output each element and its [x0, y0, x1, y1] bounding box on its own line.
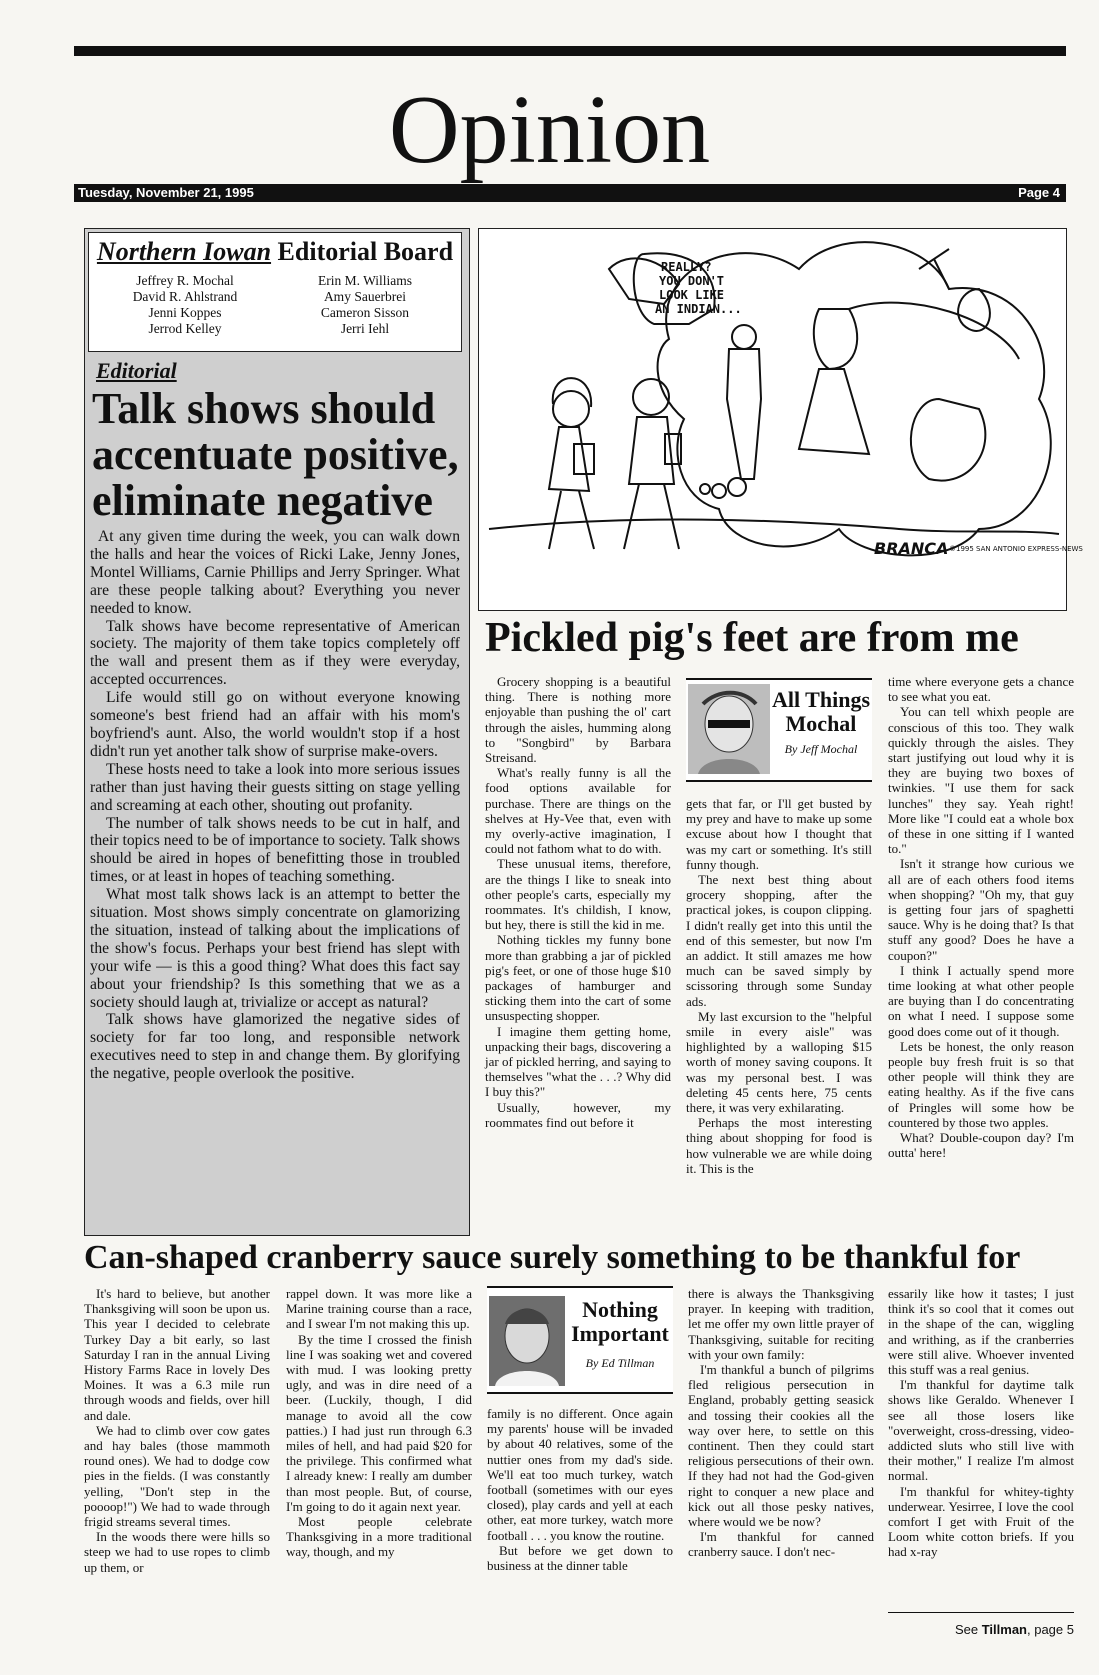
paragraph: Most people celebrate Thanksgiving in a more traditional way, though, and my — [286, 1514, 472, 1560]
paragraph: By the time I crossed the finish line I was soaking wet and covered with mud. I was looking pretty ugly, and was in dire need of a beer. (Luckily, though, I did manage to avoid all the cow patties.) I had just run through 6.3 miles of hell, and had paid $20 for the privilege. This confirmed what I already knew: I really am dumber than most people. But, of course, I'm going to do it again next year. — [286, 1331, 472, 1514]
paragraph: essarily like how it tastes; I just think it's so cool that it comes out in the shape of the can, wiggling and writhing, as if the cranberries were still alive. Whoever invented this stuff was a real genius. — [888, 1286, 1074, 1378]
paragraph: rappel down. It was more like a Marine training course than a race, and I swear I'm not making this up. — [286, 1286, 472, 1332]
paragraph: You can tell whixh people are conscious of this too. They walk quickly through the aisles. They start justifying out loud why it is they are buying two boxes of twinkies. "I use them for sack lunches" they say. Yeah right! More like "I could eat a whole box of these in one sitting if I wanted to." — [888, 704, 1074, 857]
paragraph: The next best thing about grocery shopping, after the practical jokes, is coupon clipping. I didn't really get into this until the end of this semester, but now I'm an addict. It still amazes me how much can be saved simply by scissoring through some Sunday ads. — [686, 872, 872, 1009]
paragraph: What? Double-coupon day? I'm outta' here! — [888, 1130, 1074, 1161]
board-member: Cameron Sisson — [320, 305, 410, 320]
continued-name: Tillman — [981, 1622, 1027, 1637]
paragraph: I think I actually spend more time looking at what other people are buying than I do concentrating on what I need. I suppose some good does come out of it though. — [888, 962, 1074, 1039]
issue-date: Tuesday, November 21, 1995 — [78, 185, 254, 200]
tillman-byline: By Ed Tillman — [585, 1356, 655, 1370]
mochal-headline: Pickled pig's feet are from me — [485, 615, 1019, 661]
paragraph: Grocery shopping is a beautiful thing. There is nothing more enjoyable than pushing the ol' cart through the aisles, humming along to "Songbird" by Barbara Streisand. — [485, 674, 671, 766]
jump-rule — [888, 1612, 1074, 1613]
paragraph: I'm thankful for canned cranberry sauce. I don't nec- — [688, 1529, 874, 1560]
section-title: Opinion — [388, 76, 711, 184]
paragraph: time where everyone gets a chance to see what you eat. — [888, 674, 1074, 705]
paragraph: Usually, however, my roommates find out before it — [485, 1099, 671, 1130]
editorial-cartoon — [478, 228, 1083, 611]
paragraph: What's really funny is all the food options available for purchase. There are things on the shelves at Hy-Vee that, even with my overly-active imagination, I could not fathom what to do with. — [485, 765, 671, 857]
mochal-photo — [688, 684, 770, 774]
tillman-column-box — [487, 1286, 673, 1394]
paragraph: I imagine them getting home, unpacking their bags, discovering a jar of pickled herring, and saying to themselves "what the . . .? Why did I buy this?" — [485, 1023, 671, 1100]
board-member: Jenni Koppes — [148, 305, 222, 320]
paragraph: Talk shows have glamorized the negative sides of society for far too long, and responsible network executives need to step in and change them. By glorifying the negative, people overlook the positive. — [90, 1011, 460, 1083]
board-members-left — [95, 273, 275, 337]
board-members-right — [275, 273, 455, 337]
cartoon-signature: BRANCA — [874, 539, 949, 558]
paragraph: I'm thankful for whitey-tighty underwear. Yesirree, I love the cool comfort I get with Fruit of the Loom white cotton briefs. If you had x-ray — [888, 1483, 1074, 1560]
speech-line: REALLY? — [661, 260, 712, 274]
cartoon-drawing — [479, 229, 1083, 610]
mochal-column-1 — [485, 674, 671, 1130]
board-member: Jeffrey R. Mochal — [136, 273, 234, 288]
speech-line: AN INDIAN... — [655, 302, 742, 316]
paragraph: I'm thankful for daytime talk shows like Geraldo. Whenever I see all those losers like "overweight, cross-dressing, video-addicted sluts who still live with their mother," I realize I'm almost normal. — [888, 1377, 1074, 1484]
board-title-rest: Editorial Board — [271, 237, 454, 266]
paragraph: family is no different. Once again my parents' house will be invaded by about 40 relatives, some of the nuttier ones from my dad's side. We'll eat too much turkey, watch football (sometimes with our eyes closed), play cards and yell at each other, eat more turkey, watch more football . . . you know the routine. — [487, 1406, 673, 1543]
paragraph: gets that far, or I'll get busted by my prey and have to make up some excuse about how I thought that was my cart or something. It's still funny though. — [686, 796, 872, 872]
paragraph: These hosts need to take a look into more serious issues rather than just having their guests sitting on stage yelling and screaming at each other, shouting out profanity. — [90, 760, 460, 814]
cartoon-copyright: ©1995 SAN ANTONIO EXPRESS-NEWS — [949, 545, 1083, 553]
mochal-column-name: All Things Mochal — [771, 687, 871, 736]
top-rule — [74, 46, 1066, 56]
tillman-headline: Can-shaped cranberry sauce surely something to be thankful for — [84, 1239, 1021, 1276]
paragraph: Isn't it strange how curious we all are of each others food items when shopping? "Oh my, that guy is getting four jars of spaghetti sauce. Why is he doing that? Is that stuff any good? Does he have a coupon?" — [888, 856, 1074, 963]
tillman-column-2 — [286, 1286, 472, 1560]
editorial-board-title — [89, 237, 461, 267]
editorial-label: Editorial — [96, 358, 177, 383]
tillman-column-name: Nothing Important — [571, 1297, 669, 1346]
paragraph: Lets be honest, the only reason people buy fresh fruit is so that other people will think they are eating healthy. As if the five cans of Pringles will some how be countered by those two apples. — [888, 1038, 1074, 1130]
tillman-column-5 — [888, 1286, 1074, 1560]
tillman-column-1 — [84, 1286, 270, 1575]
mochal-column-3 — [888, 674, 1074, 1161]
paragraph: there is always the Thanksgiving prayer. In keeping with tradition, let me offer my own little prayer of Thanksgiving, suitable for reciting with your own family: — [688, 1286, 874, 1362]
paragraph: Nothing tickles my funny bone more than grabbing a jar of pickled pig's feet, or one of those huge $10 packages of hamburger and sticking them into the cart of some unsuspecting shopper. — [485, 932, 671, 1024]
paragraph: In the woods there were hills so steep we had to use ropes to climb up them, or — [84, 1529, 270, 1575]
board-member: Jerrod Kelley — [148, 321, 222, 336]
paragraph: But before we get down to business at the dinner table — [487, 1542, 673, 1574]
paragraph: The number of talk shows needs to be cut in half, and their topics need to be of importance to society. Talk shows should be aired in hopes of benefitting those in troubled times, or at least in hopes of teaching something. — [90, 814, 460, 886]
tillman-column-3 — [487, 1406, 673, 1573]
mochal-byline: By Jeff Mochal — [784, 742, 858, 756]
tillman-column-4 — [688, 1286, 874, 1560]
paragraph: It's hard to believe, but another Thanksgiving will soon be upon us. This year I decided to celebrate Turkey Day a bit early, so last Saturday I ran in the annual Living History Farms Race in lovely Des Moines. It was a 6.3 mile run through woods and fields, over hill and dale. — [84, 1286, 270, 1423]
paragraph: We had to climb over cow gates and hay bales (those mammoth round ones). We had to dodge cow pies in the fields. (I was constantly yelling, "Don't step in the poooop!") We had to wade through frigid streams several times. — [84, 1422, 270, 1530]
paper-name: Northern Iowan — [96, 237, 272, 266]
continued-line — [888, 1622, 1074, 1637]
paragraph: Life would still go on without everyone knowing someone's best friend had an affair with his mom's boyfriend's aunt. Also, the world wouldn't stop if a host didn't run yet another talk show of surprise make-overs. — [90, 689, 460, 760]
continued-prefix: See — [954, 1622, 982, 1637]
paragraph: My last excursion to the "helpful smile in every aisle" was highlighted by a walloping $15 worth of money saving coupons. It was my personal best. I was deleting 45 cents here, 75 cents there, it was very exhilarating. — [686, 1008, 872, 1116]
board-member: David R. Ahlstrand — [132, 289, 238, 304]
speech-line: LOOK LIKE — [659, 288, 725, 302]
mochal-column-2 — [686, 796, 872, 1176]
page-number: Page 4 — [1018, 185, 1060, 200]
date-bar — [74, 184, 1066, 202]
paragraph: Talk shows have become representative of American society. The majority of them take topics completely off the wall and present them as if they were everyday, accepted occurrences. — [90, 617, 460, 689]
board-member: Erin M. Williams — [317, 273, 413, 288]
paragraph: Perhaps the most interesting thing about shopping for food is how vulnerable we are while doing it. This is the — [686, 1115, 872, 1176]
continued-suffix: , page 5 — [1027, 1622, 1074, 1637]
paragraph: These unusual items, therefore, are the things I like to sneak into other people's carts, especially my roommates. It's childish, I know, but hey, there is still the kid in me. — [485, 856, 671, 933]
board-member: Jerri Iehl — [340, 321, 390, 336]
editorial-board-box — [88, 232, 462, 352]
tillman-photo — [489, 1296, 565, 1386]
speech-line: YOU DON'T — [659, 274, 725, 288]
paragraph: What most talk shows lack is an attempt to better the situation. Most shows simply concentrate on glamorizing the situation, instead of talking about the implications of the show's focus. Perhaps your best friend has slept with your wife — is this a good thing? What does this fact say about your friendship? Is this something that we as a society should laugh at, trivialize or accept as natural? — [90, 886, 460, 1011]
editorial-body — [90, 528, 460, 1083]
paragraph: I'm thankful a bunch of pilgrims fled religious persecution in England, probably getting seasick and tossing their cookies all the way over here, to settle on this continent. Then they could start religious persecutions of their own. If they had not had the God-given right to conquer a new place and kick out all those pesky natives, where would we be now? — [688, 1362, 874, 1530]
mochal-column-box — [686, 678, 872, 782]
board-member: Amy Sauerbrei — [323, 289, 407, 304]
editorial-headline: Talk shows should accentuate positive, eliminate negative — [92, 384, 459, 525]
paragraph: At any given time during the week, you can walk down the halls and hear the voices of Ricki Lake, Jenny Jones, Montel Williams, Carnie Phillips and Jerry Springer. What are these people talking about? Everything you never needed to know. — [90, 528, 460, 617]
